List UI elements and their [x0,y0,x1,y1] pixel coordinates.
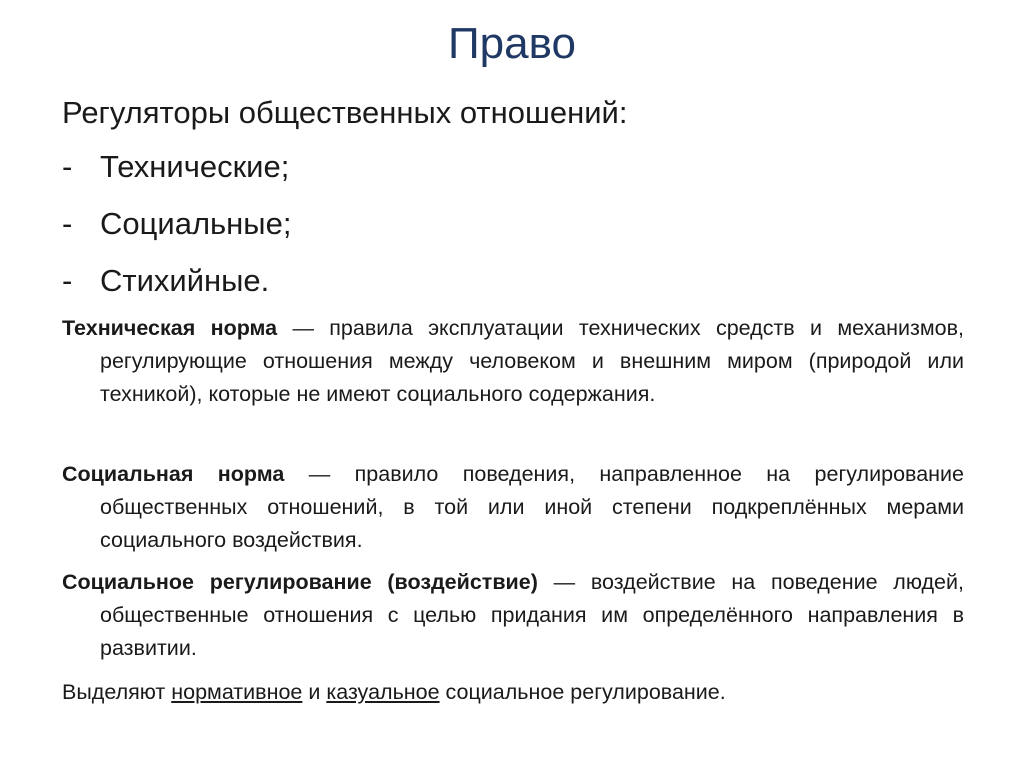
list-dash: - [62,206,73,241]
definition-separator: — [284,462,355,486]
definition-term: Социальное регулирование (воздействие) [62,570,538,594]
regulators-heading: Регуляторы общественных отношений: [62,95,628,130]
regulators-list [62,146,962,317]
closing-suffix: социальное регулирование. [439,680,726,704]
slide-title: Право [448,19,576,68]
definition-separator: — [277,316,330,340]
definition-text: правила эксплуатации технических средств и механизмов, регулирующие отношения между человеком и внешним миром (природой или техникой), которые не имеют социального содержания. [100,316,964,406]
list-item-label: Социальные; [100,206,292,241]
definition-term: Социальная норма [62,462,285,486]
closing-statement [62,676,964,709]
list-dash: - [62,149,73,184]
closing-prefix: Выделяют [62,680,172,704]
closing-term-casual: казуальное [326,680,440,704]
list-item [62,146,962,203]
definition-text: правило поведения, направленное на регулирование общественных отношений, в той или иной степени подкреплённых мерами социального воздействия. [100,462,965,552]
closing-term-normative: нормативное [171,680,303,704]
definition-term: Техническая норма [62,316,278,340]
list-item [62,203,962,260]
definition-technical-norm [62,312,964,411]
list-item-label: Стихийные. [100,263,270,298]
definition-social-norm [62,458,964,557]
definition-social-regulation [62,566,964,665]
definition-separator: — [537,570,591,594]
closing-middle: и [302,680,327,704]
list-item-label: Технические; [100,149,290,184]
list-item [62,260,962,317]
list-dash: - [62,263,73,298]
definition-text: воздействие на поведение людей, общественные отношения с целью придания им определённого направления в развитии. [100,570,964,660]
